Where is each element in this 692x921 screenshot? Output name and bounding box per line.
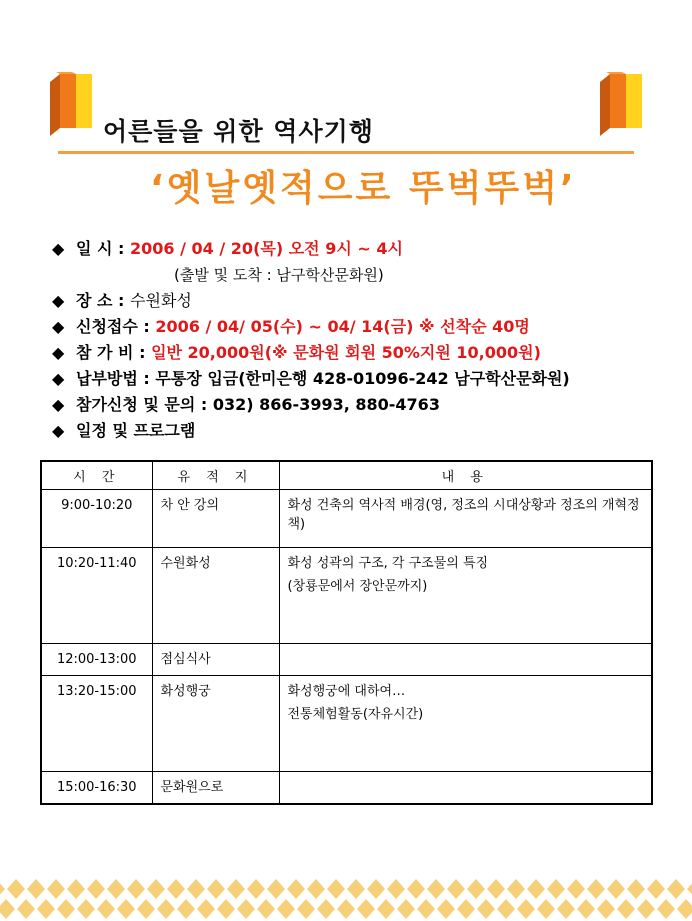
diamond-shape <box>527 879 545 899</box>
diamond-shape <box>267 879 285 899</box>
time-cell: 15:00-16:30 <box>41 771 152 804</box>
diamond-shape <box>87 879 105 899</box>
content-cell <box>279 547 652 643</box>
info-schedule-heading <box>52 418 672 444</box>
diamond-shape <box>137 899 155 919</box>
event-info-list <box>52 236 672 444</box>
info-label: 장 소 : <box>76 291 131 310</box>
info-payment <box>52 366 672 392</box>
diamond-shape <box>357 899 375 919</box>
info-contact <box>52 392 672 418</box>
table-row <box>41 489 652 547</box>
table-row <box>41 547 652 643</box>
diamond-shape <box>307 879 325 899</box>
diamond-shape <box>167 879 185 899</box>
info-label: 일정 및 프로그램 <box>76 421 196 440</box>
diamond-shape <box>607 879 625 899</box>
table-row <box>41 771 652 804</box>
content-line: 화성 성곽의 구조, 각 구조물의 특징 <box>287 555 489 571</box>
diamond-shape <box>147 879 165 899</box>
diamond-shape <box>297 899 315 919</box>
diamond-bullet-icon: ◆ <box>52 291 65 310</box>
info-label: 참가신청 및 문의 : <box>76 395 213 414</box>
time-cell: 12:00-13:00 <box>41 643 152 675</box>
diamond-shape <box>67 879 85 899</box>
column-header-content: 내 용 <box>279 461 652 489</box>
diamond-shape <box>677 899 692 919</box>
diamond-shape <box>47 879 65 899</box>
diamond-shape <box>187 879 205 899</box>
diamond-shape <box>447 879 465 899</box>
site-cell: 차 안 강의 <box>152 489 279 547</box>
diamond-bullet-icon: ◆ <box>52 317 65 336</box>
diamond-shape <box>467 879 485 899</box>
diamond-shape <box>477 899 495 919</box>
diamond-shape <box>417 899 435 919</box>
info-label: 일 시 : <box>76 239 131 258</box>
diamond-shape <box>337 899 355 919</box>
diamond-shape <box>207 879 225 899</box>
diamond-shape <box>577 899 595 919</box>
diamond-shape <box>287 879 305 899</box>
diamond-shape <box>117 899 135 919</box>
content-line: 화성 건축의 역사적 배경(영, 정조의 시대상황과 정조의 개혁정책) <box>287 497 640 532</box>
orange-block-icon <box>46 72 96 140</box>
diamond-shape <box>317 899 335 919</box>
diamond-shape <box>627 879 645 899</box>
info-value: 2006 / 04/ 05(수) ~ 04/ 14(금) ※ 선착순 40명 <box>155 317 530 336</box>
time-cell: 9:00-10:20 <box>41 489 152 547</box>
diamond-shape <box>557 899 575 919</box>
diamond-shape <box>247 879 265 899</box>
diamond-shape <box>427 879 445 899</box>
diamond-shape <box>7 879 25 899</box>
info-value: (출발 및 도착 : 남구학산문화원) <box>174 266 384 284</box>
diamond-shape <box>227 879 245 899</box>
site-cell: 수원화성 <box>152 547 279 643</box>
diamond-shape <box>0 899 15 919</box>
diamond-shape <box>437 899 455 919</box>
diamond-shape <box>667 879 685 899</box>
column-header-time: 시 간 <box>41 461 152 489</box>
diamond-shape <box>687 879 692 899</box>
column-header-site: 유 적 지 <box>152 461 279 489</box>
diamond-shape <box>507 879 525 899</box>
diamond-shape <box>97 899 115 919</box>
info-departure <box>52 262 672 288</box>
diamond-shape <box>157 899 175 919</box>
time-cell: 13:20-15:00 <box>41 675 152 771</box>
info-fee <box>52 340 672 366</box>
diamond-shape <box>517 899 535 919</box>
diamond-shape <box>237 899 255 919</box>
table-header-row <box>41 461 652 489</box>
content-cell <box>279 771 652 804</box>
content-cell <box>279 489 652 547</box>
table-row <box>41 643 652 675</box>
diamond-shape <box>277 899 295 919</box>
diamond-bullet-icon: ◆ <box>52 395 65 414</box>
content-cell <box>279 643 652 675</box>
info-value: 수원화성 <box>130 291 192 310</box>
diamond-bullet-icon: ◆ <box>52 343 65 362</box>
info-value: 032) 866-3993, 880-4763 <box>212 395 440 414</box>
diamond-shape <box>637 899 655 919</box>
diamond-shape <box>407 879 425 899</box>
diamond-shape <box>647 879 665 899</box>
diamond-shape <box>57 899 75 919</box>
diamond-bullet-icon: ◆ <box>52 239 65 258</box>
time-cell: 10:20-11:40 <box>41 547 152 643</box>
content-line: 화성행궁에 대하여… <box>287 683 406 699</box>
diamond-shape <box>0 879 5 899</box>
info-registration <box>52 314 672 340</box>
site-cell: 문화원으로 <box>152 771 279 804</box>
diamond-shape <box>127 879 145 899</box>
diamond-shape <box>387 879 405 899</box>
diamond-border-pattern <box>0 878 692 921</box>
diamond-shape <box>597 899 615 919</box>
info-value: 2006 / 04 / 20(목) 오전 9시 ~ 4시 <box>130 239 403 258</box>
orange-block-icon <box>596 72 646 140</box>
info-place <box>52 288 672 314</box>
site-cell: 점심식사 <box>152 643 279 675</box>
content-cell <box>279 675 652 771</box>
info-label: 납부방법 : <box>76 369 156 388</box>
page-subtitle: 어른들을 위한 역사기행 <box>103 117 374 146</box>
diamond-shape <box>257 899 275 919</box>
diamond-shape <box>17 899 35 919</box>
diamond-shape <box>327 879 345 899</box>
schedule-table <box>40 460 653 805</box>
info-value: 일반 20,000원(※ 문화원 회원 50%지원 10,000원) <box>151 343 541 362</box>
diamond-shape <box>487 879 505 899</box>
info-label: 참 가 비 : <box>76 343 152 362</box>
site-cell: 화성행궁 <box>152 675 279 771</box>
diamond-shape <box>177 899 195 919</box>
diamond-shape <box>197 899 215 919</box>
diamond-shape <box>367 879 385 899</box>
diamond-shape <box>537 899 555 919</box>
diamond-shape <box>657 899 675 919</box>
content-line: (창룡문에서 장안문까지) <box>287 578 428 594</box>
info-date <box>52 236 672 262</box>
table-row <box>41 675 652 771</box>
info-label: 신청접수 : <box>76 317 156 336</box>
title-divider <box>58 151 634 154</box>
diamond-shape <box>457 899 475 919</box>
page-title: ‘옛날옛적으로 뚜벅뚜벅’ <box>150 168 577 209</box>
content-line: 전통체험활동(자유시간) <box>287 706 424 722</box>
diamond-shape <box>107 879 125 899</box>
diamond-shape <box>217 899 235 919</box>
diamond-shape <box>547 879 565 899</box>
diamond-bullet-icon: ◆ <box>52 369 65 388</box>
diamond-shape <box>567 879 585 899</box>
diamond-shape <box>37 899 55 919</box>
info-value: 무통장 입금(한미은행 428-01096-242 남구학산문화원) <box>155 369 570 388</box>
diamond-bullet-icon: ◆ <box>52 421 65 440</box>
diamond-shape <box>587 879 605 899</box>
diamond-shape <box>377 899 395 919</box>
diamond-shape <box>497 899 515 919</box>
diamond-shape <box>397 899 415 919</box>
diamond-shape <box>347 879 365 899</box>
diamond-shape <box>617 899 635 919</box>
diamond-shape <box>27 879 45 899</box>
diamond-shape <box>77 899 95 919</box>
